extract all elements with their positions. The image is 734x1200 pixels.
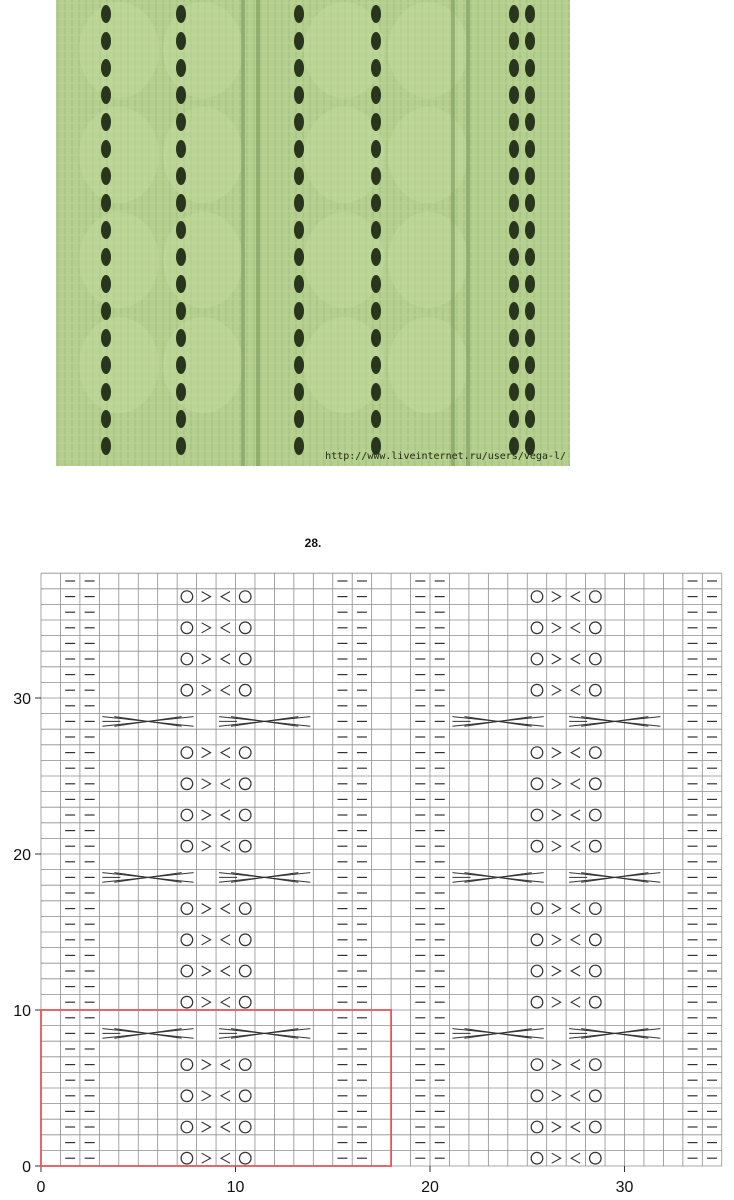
decrease-left-symbol	[221, 1091, 230, 1101]
knit-texture	[56, 0, 570, 466]
decrease-left-symbol	[571, 997, 580, 1007]
yarn-over-symbol	[181, 1121, 193, 1133]
decrease-right-symbol	[552, 841, 561, 851]
yarn-over-symbol	[590, 840, 602, 852]
eyelet-hole	[176, 437, 186, 455]
eyelet-hole	[101, 32, 111, 50]
decrease-right-symbol	[202, 935, 211, 945]
eyelet-hole	[371, 113, 381, 131]
decrease-left-symbol	[571, 1060, 580, 1070]
yarn-over-symbol	[531, 903, 543, 915]
decrease-right-symbol	[202, 1060, 211, 1070]
decrease-left-symbol	[571, 841, 580, 851]
yarn-over-symbol	[239, 622, 251, 634]
decrease-right-symbol	[202, 966, 211, 976]
eyelet-hole	[525, 113, 535, 131]
decrease-right-symbol	[552, 904, 561, 914]
eyelet-hole	[101, 302, 111, 320]
yarn-over-symbol	[181, 1152, 193, 1164]
eyelet-hole	[101, 167, 111, 185]
yarn-over-symbol	[531, 840, 543, 852]
cable-bulge	[163, 107, 243, 203]
yarn-over-symbol	[590, 996, 602, 1008]
decrease-right-symbol	[552, 779, 561, 789]
cable-bulge	[79, 2, 159, 98]
yarn-over-symbol	[239, 778, 251, 790]
eyelet-hole	[294, 302, 304, 320]
eyelet-hole	[509, 302, 519, 320]
yarn-over-symbol	[590, 1059, 602, 1071]
eyelet-hole	[525, 275, 535, 293]
cable-bulge	[388, 212, 468, 308]
decrease-right-symbol	[202, 623, 211, 633]
decrease-right-symbol	[202, 592, 211, 602]
yarn-over-symbol	[239, 1090, 251, 1102]
yarn-over-symbol	[181, 1090, 193, 1102]
eyelet-hole	[294, 59, 304, 77]
eyelet-hole	[176, 59, 186, 77]
x-tick-label: 10	[226, 1179, 245, 1196]
decrease-right-symbol	[552, 1091, 561, 1101]
yarn-over-symbol	[531, 653, 543, 665]
yarn-over-symbol	[181, 778, 193, 790]
eyelet-hole	[509, 140, 519, 158]
y-tick-label: 0	[22, 1159, 31, 1176]
yarn-over-symbol	[181, 653, 193, 665]
eyelet-hole	[525, 383, 535, 401]
decrease-right-symbol	[202, 904, 211, 914]
decrease-right-symbol	[202, 810, 211, 820]
eyelet-hole	[101, 275, 111, 293]
decrease-left-symbol	[571, 623, 580, 633]
y-tick-label: 20	[13, 847, 31, 864]
yarn-over-symbol	[531, 591, 543, 603]
decrease-left-symbol	[571, 1153, 580, 1163]
eyelet-hole	[371, 167, 381, 185]
eyelet-hole	[509, 194, 519, 212]
eyelet-hole	[101, 140, 111, 158]
cable-cross-symbol	[102, 717, 193, 727]
yarn-over-symbol	[590, 778, 602, 790]
decrease-right-symbol	[552, 1153, 561, 1163]
cable-cross-symbol	[452, 1029, 543, 1039]
cable-cross-symbol	[569, 1029, 660, 1039]
decrease-right-symbol	[552, 592, 561, 602]
eyelet-hole	[509, 5, 519, 23]
decrease-left-symbol	[571, 685, 580, 695]
eyelet-hole	[101, 194, 111, 212]
decrease-right-symbol	[202, 841, 211, 851]
yarn-over-symbol	[239, 996, 251, 1008]
eyelet-hole	[294, 410, 304, 428]
decrease-left-symbol	[571, 810, 580, 820]
eyelet-hole	[525, 140, 535, 158]
decrease-right-symbol	[552, 966, 561, 976]
watermark-url: http://www.liveinternet.ru/users/vega-l/	[325, 451, 566, 462]
decrease-left-symbol	[221, 810, 230, 820]
eyelet-hole	[176, 5, 186, 23]
yarn-over-symbol	[590, 809, 602, 821]
eyelet-hole	[176, 86, 186, 104]
yarn-over-symbol	[239, 809, 251, 821]
eyelet-hole	[525, 329, 535, 347]
yarn-over-symbol	[590, 965, 602, 977]
decrease-right-symbol	[552, 935, 561, 945]
eyelet-hole	[176, 383, 186, 401]
cable-cross-symbol	[219, 1029, 310, 1039]
eyelet-hole	[101, 356, 111, 374]
decrease-right-symbol	[202, 779, 211, 789]
eyelet-hole	[525, 194, 535, 212]
eyelet-hole	[525, 86, 535, 104]
chart-title: 28.	[304, 536, 322, 550]
purl-groove	[256, 0, 260, 466]
eyelet-hole	[509, 383, 519, 401]
texture-group	[56, 0, 570, 466]
decrease-left-symbol	[571, 904, 580, 914]
eyelet-hole	[101, 383, 111, 401]
decrease-left-symbol	[221, 935, 230, 945]
eyelet-hole	[294, 5, 304, 23]
cable-bulge	[79, 317, 159, 413]
eyelet-hole	[371, 329, 381, 347]
yarn-over-symbol	[531, 1152, 543, 1164]
yarn-over-symbol	[181, 934, 193, 946]
purl-groove	[241, 0, 245, 466]
cable-bulge	[388, 317, 468, 413]
eyelet-hole	[525, 410, 535, 428]
yarn-over-symbol	[239, 747, 251, 759]
eyelet-hole	[176, 329, 186, 347]
eyelet-hole	[371, 59, 381, 77]
eyelet-hole	[176, 221, 186, 239]
yarn-over-symbol	[590, 1121, 602, 1133]
eyelet-hole	[371, 248, 381, 266]
cable-bulge	[163, 2, 243, 98]
decrease-left-symbol	[571, 654, 580, 664]
eyelet-hole	[525, 356, 535, 374]
eyelet-hole	[509, 248, 519, 266]
eyelet-hole	[294, 140, 304, 158]
yarn-over-symbol	[181, 809, 193, 821]
eyelet-hole	[509, 410, 519, 428]
purl-groove	[451, 0, 455, 466]
y-tick-label: 30	[13, 691, 31, 708]
eyelet-hole	[525, 248, 535, 266]
decrease-left-symbol	[221, 1060, 230, 1070]
eyelet-hole	[101, 410, 111, 428]
decrease-left-symbol	[221, 623, 230, 633]
decrease-left-symbol	[571, 966, 580, 976]
decrease-right-symbol	[202, 1153, 211, 1163]
purl-groove	[466, 0, 470, 466]
cable-bulge	[163, 212, 243, 308]
cable-symbols	[102, 717, 660, 1039]
yarn-over-symbol	[531, 809, 543, 821]
eyelet-hole	[371, 356, 381, 374]
eyelet-hole	[176, 167, 186, 185]
eyelet-hole	[509, 167, 519, 185]
eyelet-hole	[371, 32, 381, 50]
cable-bulge	[388, 2, 468, 98]
eyelet-hole	[294, 113, 304, 131]
eyelet-hole	[176, 302, 186, 320]
eyelet-hole	[176, 140, 186, 158]
eyelet-hole	[294, 437, 304, 455]
yarn-over-symbol	[239, 653, 251, 665]
eyelet-hole	[176, 275, 186, 293]
yarn-over-symbol	[181, 684, 193, 696]
yarn-over-symbol	[181, 591, 193, 603]
eyelet-hole	[176, 410, 186, 428]
decrease-right-symbol	[552, 623, 561, 633]
yarn-over-symbol	[590, 591, 602, 603]
yarn-over-symbol	[531, 622, 543, 634]
eyelet-hole	[525, 5, 535, 23]
yarn-over-symbol	[239, 684, 251, 696]
decrease-left-symbol	[221, 966, 230, 976]
yarn-over-symbol	[239, 965, 251, 977]
eyelet-hole	[294, 32, 304, 50]
eyelet-hole	[176, 113, 186, 131]
eyelet-hole	[371, 383, 381, 401]
eyelet-hole	[509, 59, 519, 77]
yarn-over-symbol	[590, 622, 602, 634]
cable-cross-symbol	[452, 717, 543, 727]
yarn-over-symbol	[590, 653, 602, 665]
eyelet-hole	[294, 356, 304, 374]
yarn-over-symbol	[590, 684, 602, 696]
yarn-over-symbol	[239, 591, 251, 603]
eyelet-hole	[176, 248, 186, 266]
eyelet-hole	[101, 437, 111, 455]
eyelet-hole	[176, 356, 186, 374]
chart-grid	[41, 573, 722, 1166]
yarn-over-symbol	[181, 840, 193, 852]
eyelet-hole	[371, 221, 381, 239]
decrease-right-symbol	[552, 685, 561, 695]
eyelet-hole	[371, 86, 381, 104]
decrease-right-symbol	[202, 654, 211, 664]
decrease-left-symbol	[221, 685, 230, 695]
yarn-over-symbol	[181, 965, 193, 977]
eyelet-hole	[294, 194, 304, 212]
cable-cross-symbol	[219, 873, 310, 883]
decrease-left-symbol	[221, 1122, 230, 1132]
decrease-left-symbol	[221, 1153, 230, 1163]
eyelet-hole	[509, 275, 519, 293]
eyelet-hole	[101, 5, 111, 23]
decrease-left-symbol	[571, 1091, 580, 1101]
yarn-over-symbol	[181, 622, 193, 634]
knitted-swatch-photo	[56, 0, 570, 466]
eyelet-hole	[371, 140, 381, 158]
eyelet-hole	[294, 167, 304, 185]
yarn-over-symbol	[239, 1152, 251, 1164]
eyelet-hole	[509, 86, 519, 104]
decrease-right-symbol	[552, 1060, 561, 1070]
yarn-over-symbol	[239, 1121, 251, 1133]
decrease-right-symbol	[552, 997, 561, 1007]
eyelet-hole	[509, 356, 519, 374]
cable-cross-symbol	[219, 717, 310, 727]
cable-cross-symbol	[102, 1029, 193, 1039]
eyelet-hole	[101, 113, 111, 131]
eyelet-hole	[294, 383, 304, 401]
decrease-left-symbol	[221, 748, 230, 758]
eyelet-hole	[101, 329, 111, 347]
decrease-left-symbol	[571, 1122, 580, 1132]
decrease-left-symbol	[221, 592, 230, 602]
eyelet-hole	[525, 59, 535, 77]
knitting-chart	[0, 560, 734, 1200]
cable-bulge	[388, 107, 468, 203]
cable-bulge	[79, 212, 159, 308]
yarn-over-symbol	[590, 1090, 602, 1102]
decrease-left-symbol	[221, 904, 230, 914]
eyelet-hole	[294, 275, 304, 293]
decrease-left-symbol	[221, 841, 230, 851]
yarn-over-symbol	[531, 965, 543, 977]
eyelet-hole	[294, 329, 304, 347]
x-tick-label: 30	[615, 1179, 634, 1196]
yarn-over-symbol	[181, 996, 193, 1008]
decrease-right-symbol	[202, 997, 211, 1007]
yarn-over-symbol	[531, 934, 543, 946]
x-tick-label: 0	[36, 1179, 46, 1196]
decrease-right-symbol	[202, 1091, 211, 1101]
eyelet-hole	[525, 32, 535, 50]
eyelet-hole	[525, 302, 535, 320]
yarn-over-symbol	[590, 903, 602, 915]
eyelet-hole	[371, 275, 381, 293]
yarn-over-symbol	[531, 1121, 543, 1133]
eyelet-hole	[371, 302, 381, 320]
cable-cross-symbol	[569, 717, 660, 727]
eyelet-hole	[294, 221, 304, 239]
eyelet-hole	[101, 248, 111, 266]
yarn-over-symbol	[181, 1059, 193, 1071]
yarn-over-symbol	[239, 903, 251, 915]
eyelet-hole	[371, 410, 381, 428]
chart-axes	[13, 691, 633, 1196]
decrease-right-symbol	[552, 654, 561, 664]
eyelet-hole	[101, 86, 111, 104]
decrease-left-symbol	[571, 779, 580, 789]
eyelet-hole	[525, 167, 535, 185]
yarn-over-symbol	[531, 1090, 543, 1102]
yarn-over-symbol	[590, 747, 602, 759]
decrease-right-symbol	[202, 685, 211, 695]
decrease-left-symbol	[221, 997, 230, 1007]
yarn-over-symbol	[239, 1059, 251, 1071]
yarn-over-symbol	[590, 1152, 602, 1164]
x-tick-label: 20	[421, 1179, 439, 1196]
yarn-over-symbol	[181, 903, 193, 915]
y-tick-label: 10	[13, 1003, 31, 1020]
eyelet-hole	[176, 32, 186, 50]
yarn-over-symbol	[531, 684, 543, 696]
eyelet-hole	[509, 32, 519, 50]
eyelet-hole	[101, 59, 111, 77]
eyelet-hole	[509, 329, 519, 347]
eyelet-hole	[509, 221, 519, 239]
yarn-over-symbol	[239, 934, 251, 946]
eyelet-hole	[371, 5, 381, 23]
eyelet-hole	[294, 86, 304, 104]
decrease-right-symbol	[202, 1122, 211, 1132]
yarn-over-symbol	[181, 747, 193, 759]
yarn-over-symbol	[590, 934, 602, 946]
decrease-left-symbol	[571, 592, 580, 602]
yarn-over-symbol	[531, 778, 543, 790]
eyelet-hole	[509, 113, 519, 131]
decrease-right-symbol	[552, 1122, 561, 1132]
yarn-over-symbol	[531, 747, 543, 759]
cable-cross-symbol	[569, 873, 660, 883]
eyelet-hole	[294, 248, 304, 266]
eyelet-hole	[101, 221, 111, 239]
decrease-left-symbol	[221, 654, 230, 664]
decrease-left-symbol	[571, 935, 580, 945]
decrease-right-symbol	[552, 748, 561, 758]
eyelet-hole	[176, 194, 186, 212]
eyelet-hole	[525, 221, 535, 239]
cable-bulge	[163, 317, 243, 413]
yarn-over-symbol	[239, 840, 251, 852]
decrease-left-symbol	[571, 748, 580, 758]
cable-bulge	[79, 107, 159, 203]
cable-cross-symbol	[102, 873, 193, 883]
eyelet-hole	[371, 194, 381, 212]
yarn-over-symbol	[531, 996, 543, 1008]
decrease-left-symbol	[221, 779, 230, 789]
yarn-over-symbol	[531, 1059, 543, 1071]
decrease-right-symbol	[202, 748, 211, 758]
cable-cross-symbol	[452, 873, 543, 883]
decrease-right-symbol	[552, 810, 561, 820]
